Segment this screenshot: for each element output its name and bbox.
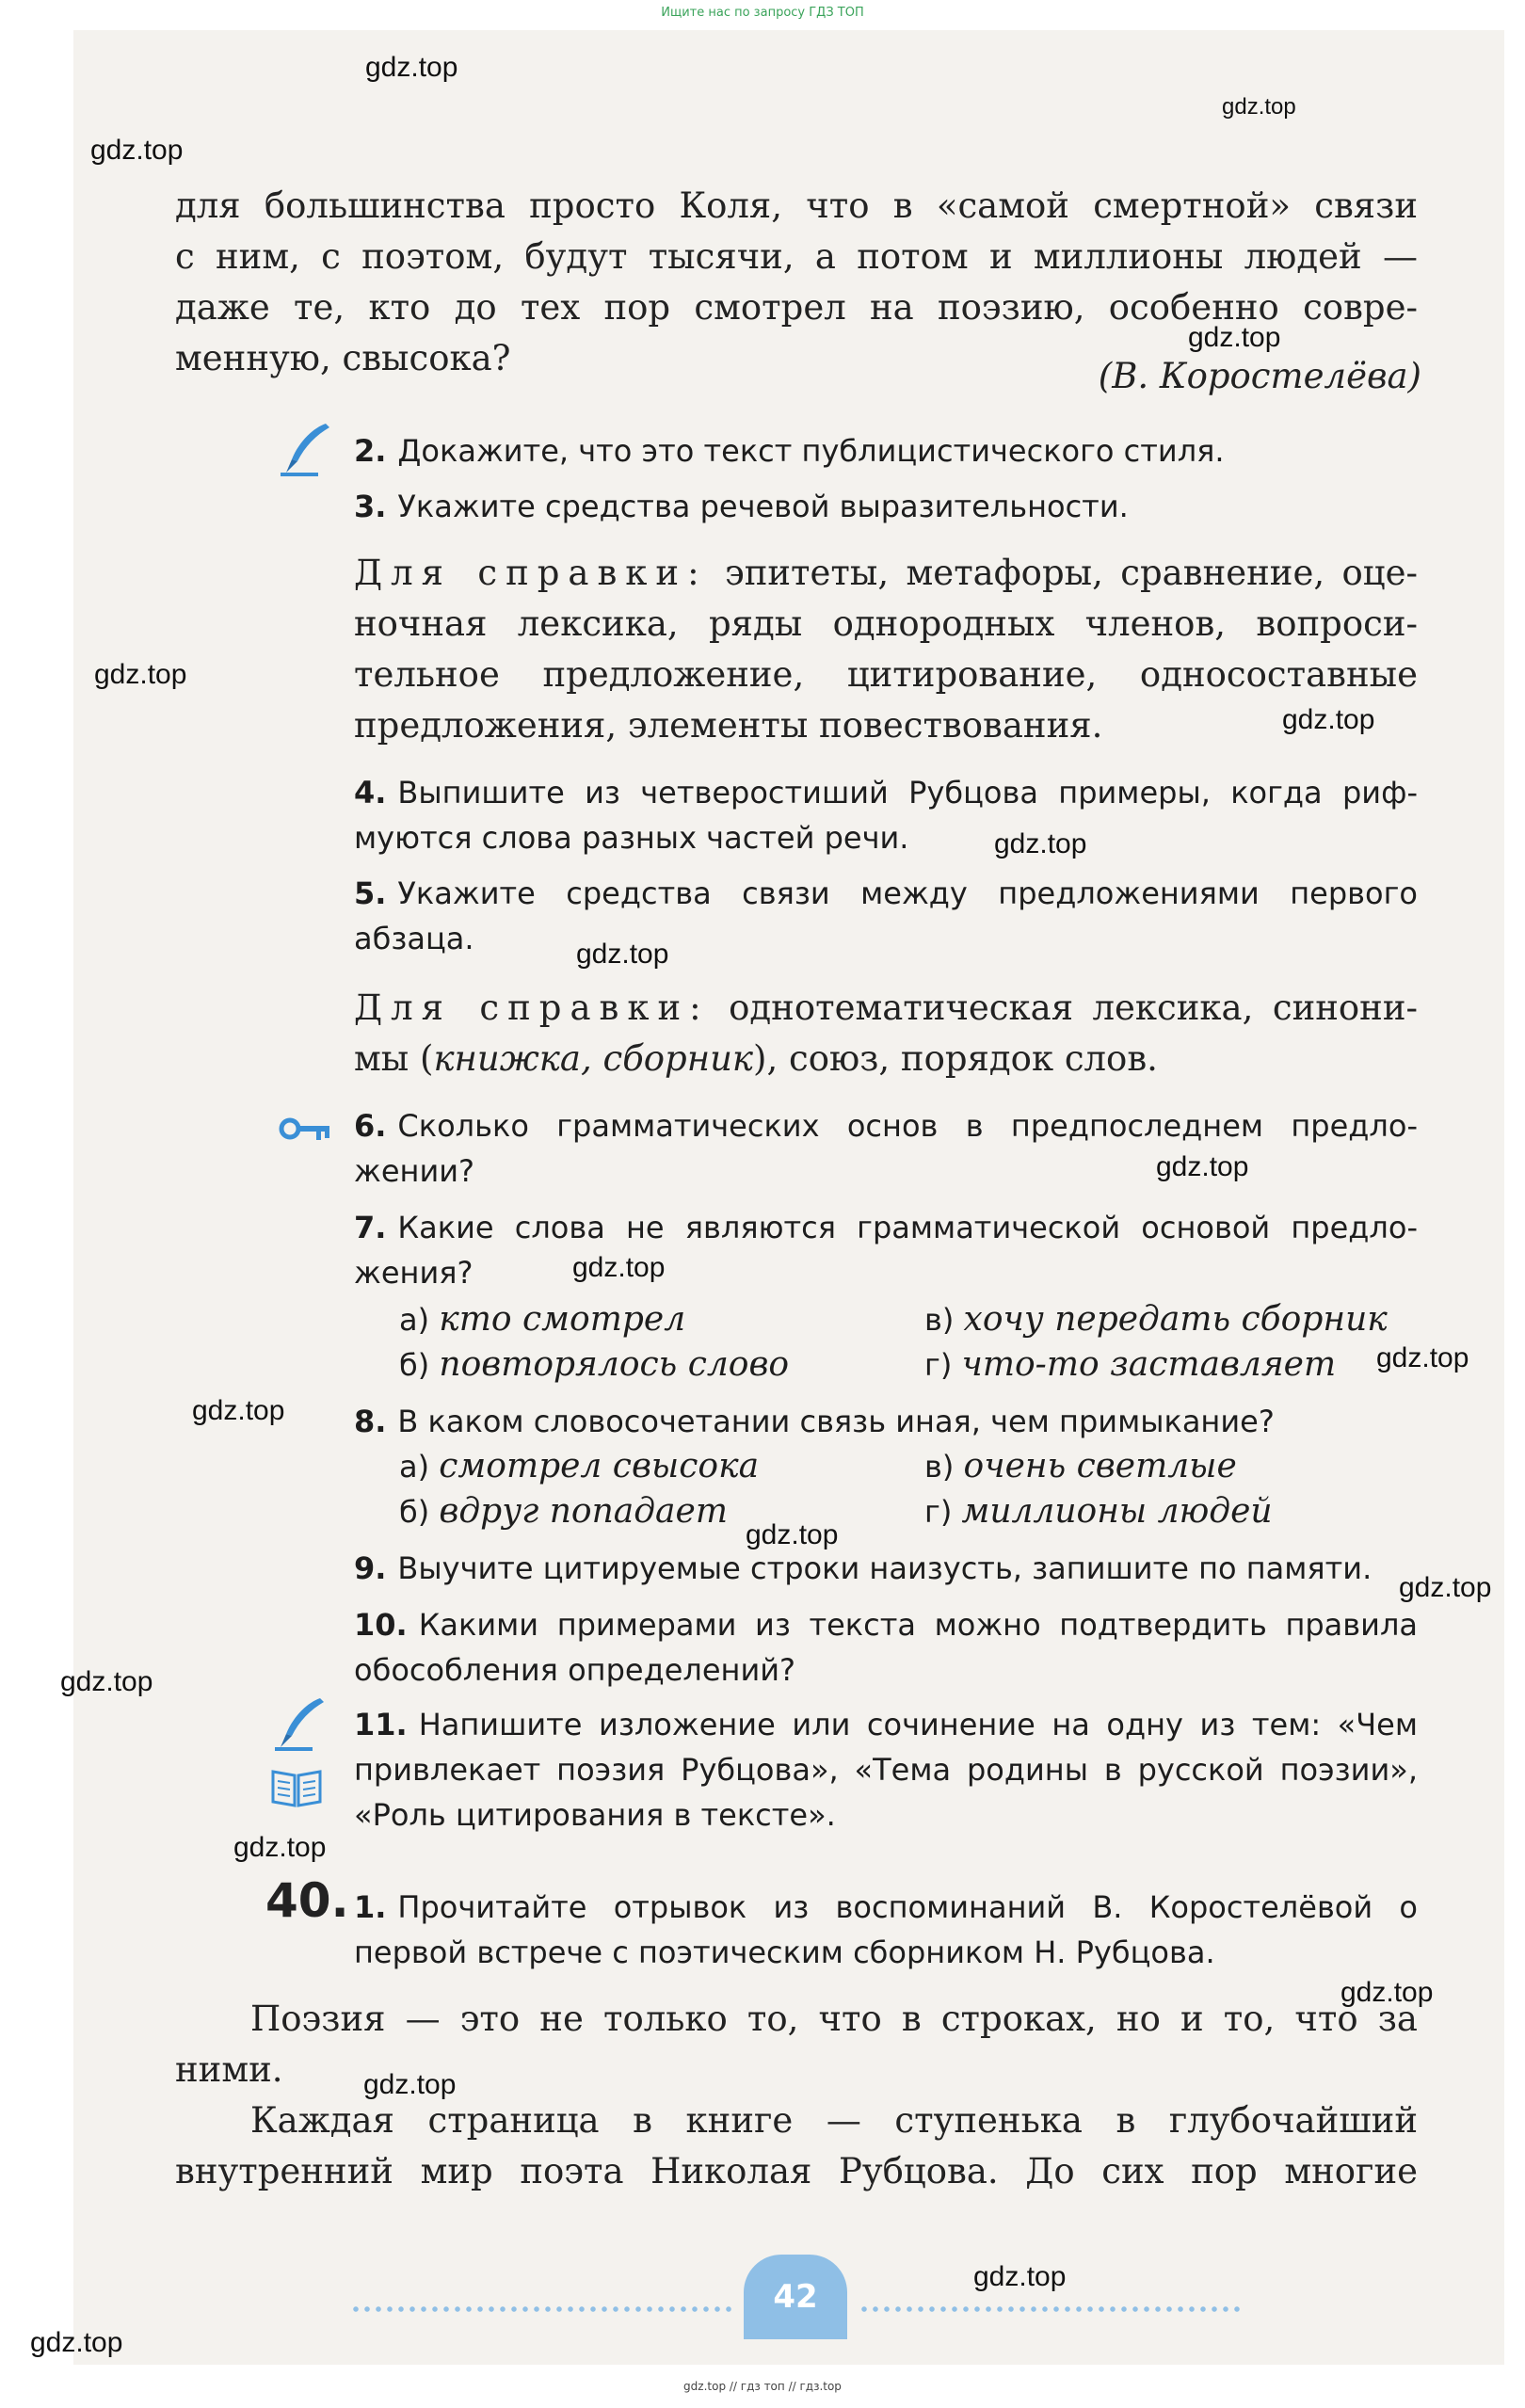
watermark: gdz.top	[94, 659, 187, 690]
watermark: gdz.top	[994, 828, 1087, 859]
task-11: 11. Напишите изложение или сочинение на одну из тем: «Чем привлекает поэзия Рубцова», «Тема родины в русской поэзии», «Роль цитирования в тексте».	[354, 1707, 1418, 1833]
reference-note-2: Для справки: однотематическая лексика, синони- мы (книжка, сборник), союз, порядок слов.	[354, 987, 1418, 1079]
task-8-option-a: а) смотрел свысока	[399, 1447, 760, 1485]
task-8-option-b: б) вдруг попадает	[399, 1492, 728, 1531]
watermark: gdz.top	[60, 1666, 153, 1697]
watermark: gdz.top	[365, 52, 458, 83]
task-3: 3. Укажите средства речевой выразительности.	[354, 489, 1129, 524]
watermark: gdz.top	[1282, 704, 1375, 735]
task-2: 2. Докажите, что это текст публицистического стиля.	[354, 433, 1225, 469]
watermark: gdz.top	[973, 2261, 1067, 2292]
pen-icon	[279, 420, 333, 478]
task-4: 4. Выпишите из четверостиший Рубцова примеры, когда риф- муются слова разных частей речи.	[354, 775, 1418, 856]
footer-dots-left	[350, 2306, 732, 2312]
watermark: gdz.top	[192, 1395, 285, 1426]
task-9: 9. Выучите цитируемые строки наизусть, запишите по памяти.	[354, 1550, 1372, 1586]
exercise-number: 40.	[265, 1873, 349, 1928]
bottom-banner: gdz.top // гдз топ // гдз.top	[683, 2380, 842, 2393]
watermark: gdz.top	[233, 1832, 327, 1863]
task-8-option-c: в) очень светлые	[924, 1447, 1237, 1485]
task-8: 8. В каком словосочетании связь иная, чем примыкание?	[354, 1404, 1275, 1439]
watermark: gdz.top	[1399, 1572, 1492, 1603]
task-5: 5. Укажите средства связи между предложениями первого абзаца.	[354, 875, 1418, 956]
task-10: 10. Какими примерами из текста можно подтвердить правила обособления определений?	[354, 1607, 1418, 1688]
watermark: gdz.top	[576, 939, 669, 970]
watermark: gdz.top	[363, 2069, 457, 2100]
task-7-option-a: а) кто смотрел	[399, 1300, 686, 1339]
pen-icon	[273, 1694, 328, 1753]
watermark: gdz.top	[1188, 322, 1281, 353]
text-passage-end-p2: Каждая страница в книге — ступенька в глубочайший внутренний мир поэта Николая Рубцова. До сих пор многие	[175, 2100, 1418, 2191]
author-citation: (В. Коростелёва)	[1098, 356, 1421, 396]
task-8-option-d: г) миллионы людей	[924, 1492, 1273, 1531]
watermark: gdz.top	[1222, 94, 1296, 120]
book-icon	[269, 1766, 324, 1809]
key-icon	[279, 1114, 333, 1144]
watermark: gdz.top	[1340, 1977, 1434, 2008]
task-7-option-d: г) что-то заставляет	[924, 1345, 1337, 1384]
reference-note-1: Для справки: эпитеты, метафоры, сравнение, оце- ночная лексика, ряды однородных членов, вопроси- тельное предложение, цитирование, односоставные предложения, элементы повествования.	[354, 553, 1418, 746]
watermark: gdz.top	[1376, 1342, 1469, 1373]
task-6: 6. Сколько грамматических основ в предпоследнем предло- жении?	[354, 1108, 1418, 1189]
task-7: 7. Какие слова не являются грамматической основой предло- жения?	[354, 1210, 1418, 1291]
footer-dots-right	[859, 2306, 1241, 2312]
task-7-option-c: в) хочу передать сборник	[924, 1300, 1388, 1339]
task-7-option-b: б) повторялось слово	[399, 1345, 790, 1384]
exercise-40-task-1: 1. Прочитайте отрывок из воспоминаний В. Коростелёвой о первой встрече с поэтическим сборником Н. Рубцова.	[354, 1889, 1418, 1970]
text-passage-end-p1: Поэзия — это не только то, что в строках, но и то, что за ними.	[175, 1999, 1418, 2090]
watermark: gdz.top	[746, 1519, 839, 1550]
page-number: 42	[744, 2255, 847, 2339]
text-passage-start: для большинства просто Коля, что в «самой смертной» связи с ним, с поэтом, будут тысячи, а потом и миллионы людей — даже те, кто до тех пор смотрел на поэзию, особенно совре- менную, свысока?	[175, 185, 1418, 378]
watermark: gdz.top	[572, 1252, 666, 1283]
watermark: gdz.top	[1156, 1151, 1249, 1182]
watermark: gdz.top	[90, 135, 184, 166]
top-banner: Ищите нас по запросу ГДЗ ТОП	[661, 6, 864, 20]
watermark: gdz.top	[30, 2327, 123, 2358]
